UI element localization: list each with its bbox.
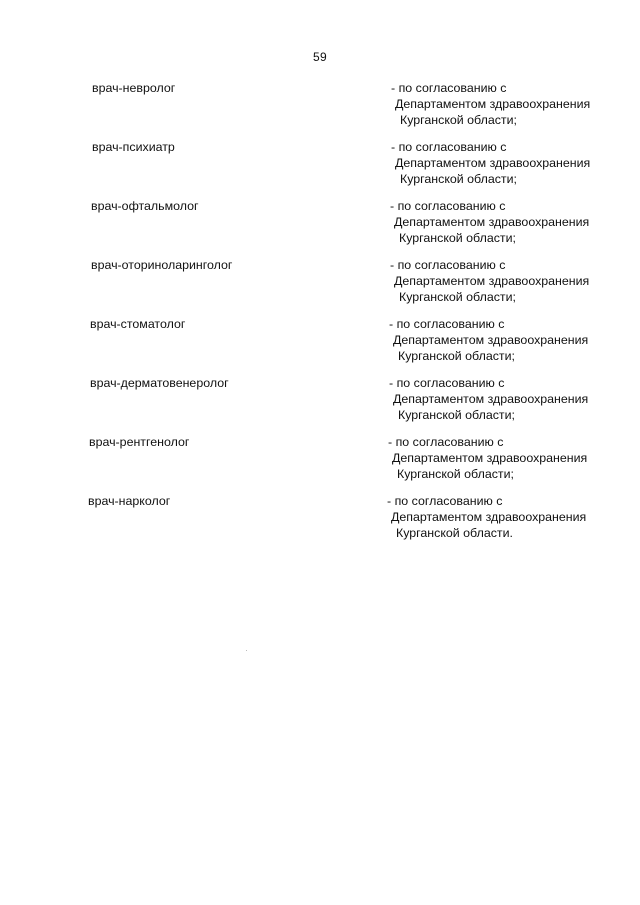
specialist-position: врач-дерматовенеролог <box>90 376 229 390</box>
list-item <box>0 434 640 493</box>
approval-line: - по согласованию с <box>389 317 505 331</box>
approval-line: Курганской области; <box>400 113 517 127</box>
specialist-position: врач-психиатр <box>92 140 175 154</box>
specialist-position: врач-рентгенолог <box>89 435 190 449</box>
approval-line: Курганской области; <box>399 290 516 304</box>
specialist-position: врач-стоматолог <box>90 317 186 331</box>
approval-note <box>387 493 586 541</box>
approval-line: Курганской области; <box>398 408 515 422</box>
approval-note <box>390 198 589 246</box>
approval-line: Курганской области; <box>399 231 516 245</box>
approval-line: Департаментом здравоохранения <box>395 156 591 170</box>
specialist-position: врач-оториноларинголог <box>91 258 233 272</box>
approval-line: Департаментом здравоохранения <box>391 510 587 524</box>
approval-line: Департаментом здравоохранения <box>392 451 588 465</box>
page-number: 59 <box>313 50 327 64</box>
approval-note <box>389 375 588 423</box>
approval-note <box>389 316 588 364</box>
approval-line: - по согласованию с <box>389 376 505 390</box>
specialist-position: врач-офтальмолог <box>91 199 199 213</box>
approval-note <box>391 139 590 187</box>
approval-note <box>388 434 587 482</box>
approval-line: Курганской области; <box>400 172 517 186</box>
list-item <box>0 80 640 139</box>
approval-note <box>391 80 590 128</box>
list-item <box>0 316 640 375</box>
approval-line: Курганской области. <box>396 526 513 540</box>
approval-note <box>390 257 589 305</box>
approval-line: Курганской области; <box>397 467 514 481</box>
approval-line: - по согласованию с <box>391 81 507 95</box>
approval-line: - по согласованию с <box>388 435 504 449</box>
approval-line: Департаментом здравоохранения <box>394 215 590 229</box>
approval-line: Департаментом здравоохранения <box>394 274 590 288</box>
approval-line: Департаментом здравоохранения <box>395 97 591 111</box>
specialist-list <box>0 80 640 552</box>
approval-line: - по согласованию с <box>387 494 503 508</box>
approval-line: Курганской области; <box>398 349 515 363</box>
approval-line: Департаментом здравоохранения <box>393 392 589 406</box>
approval-line: - по согласованию с <box>390 199 506 213</box>
list-item <box>0 375 640 434</box>
list-item <box>0 198 640 257</box>
approval-line: Департаментом здравоохранения <box>393 333 589 347</box>
approval-line: - по согласованию с <box>391 140 507 154</box>
list-item <box>0 139 640 198</box>
list-item <box>0 257 640 316</box>
scan-speck <box>246 650 247 651</box>
specialist-position: врач-нарколог <box>88 494 171 508</box>
approval-line: - по согласованию с <box>390 258 506 272</box>
specialist-position: врач-невролог <box>92 81 176 95</box>
list-item <box>0 493 640 552</box>
